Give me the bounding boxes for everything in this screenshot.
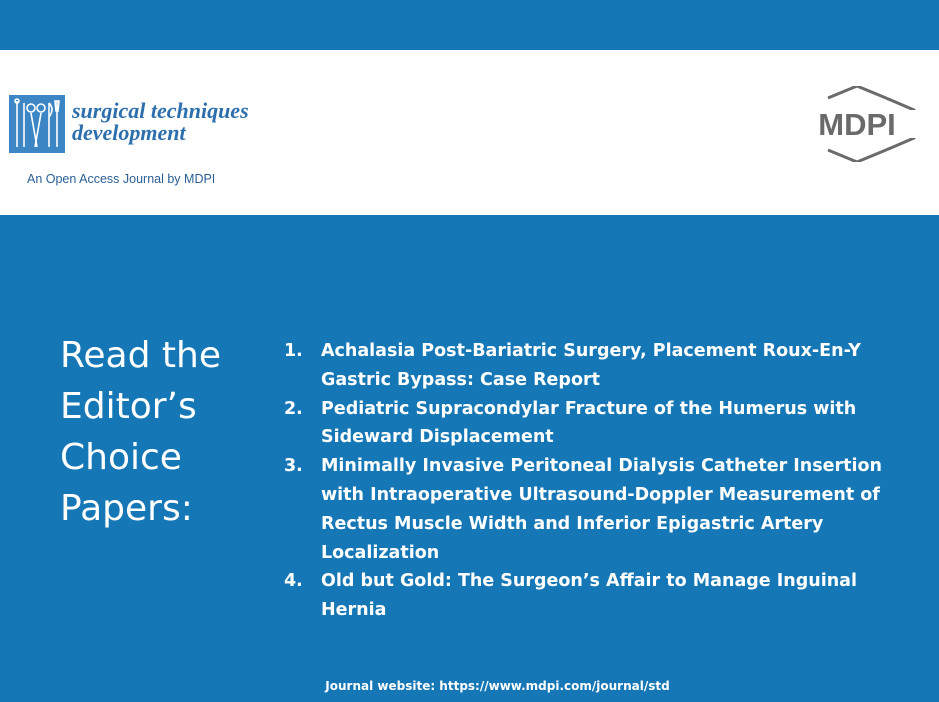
- list-item[interactable]: [284, 452, 904, 567]
- list-item[interactable]: [284, 337, 904, 395]
- heading-line2: Editor’s: [60, 386, 197, 427]
- paper-title: Old but Gold: The Surgeon’s Affair to Manage Inguinal Hernia: [321, 571, 857, 621]
- paper-title: Pediatric Supracondylar Fracture of the Humerus with Sideward Displacement: [321, 398, 857, 448]
- heading-line3: Choice: [60, 437, 182, 478]
- journal-header: [0, 50, 939, 215]
- heading-line4: Papers:: [60, 488, 193, 529]
- list-item[interactable]: [284, 567, 904, 625]
- paper-number: 3.: [284, 456, 303, 477]
- surgical-instruments-icon: [9, 95, 65, 153]
- journal-name-line1: surgical techniques: [72, 98, 249, 123]
- journal-website[interactable]: Journal website: https://www.mdpi.com/journal/std: [325, 679, 670, 693]
- top-band: [0, 0, 939, 50]
- heading-line1: Read the: [60, 335, 221, 376]
- mdpi-logo: [798, 86, 916, 162]
- paper-title: Achalasia Post-Bariatric Surgery, Placement Roux-En-Y Gastric Bypass: Case Report: [321, 341, 861, 390]
- page-heading: [60, 330, 260, 534]
- journal-tagline: An Open Access Journal by MDPI: [27, 172, 216, 186]
- paper-number: 1.: [284, 341, 303, 361]
- papers-list: [284, 337, 904, 625]
- mdpi-logo-text: MDPI: [818, 107, 896, 142]
- journal-name: [72, 100, 332, 144]
- paper-title: Minimally Invasive Peritoneal Dialysis Catheter Insertion with Intraoperative Ultrasound-Doppler Measurement of Rectus Muscle Width and Inferior Epigastric Artery Localization: [321, 456, 883, 563]
- paper-number: 2.: [284, 398, 303, 419]
- journal-name-line2: development: [72, 120, 186, 145]
- paper-number: 4.: [284, 571, 303, 592]
- list-item[interactable]: [284, 395, 904, 453]
